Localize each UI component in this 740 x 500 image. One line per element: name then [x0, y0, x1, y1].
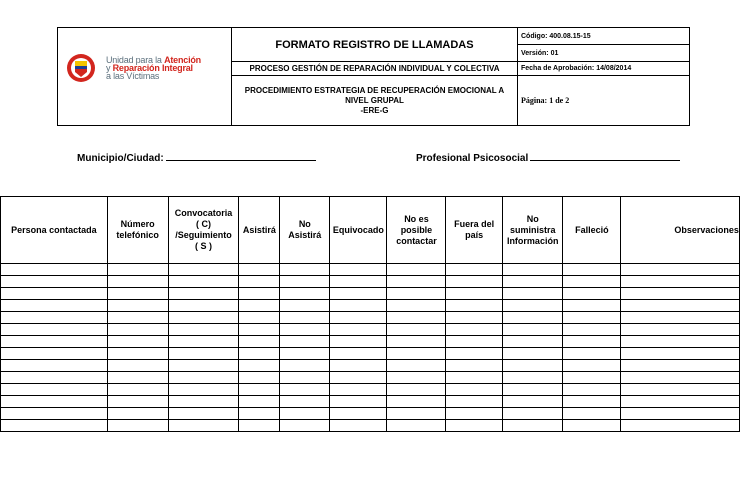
profesional-label: Profesional Psicosocial — [416, 153, 529, 164]
table-cell[interactable] — [387, 348, 446, 360]
table-cell[interactable] — [330, 264, 387, 276]
table-cell[interactable] — [107, 360, 168, 372]
table-cell[interactable] — [446, 288, 503, 300]
table-cell[interactable] — [387, 408, 446, 420]
table-row — [1, 348, 740, 360]
table-cell[interactable] — [330, 312, 387, 324]
table-cell[interactable] — [387, 336, 446, 348]
table-cell[interactable] — [387, 312, 446, 324]
table-cell[interactable] — [446, 264, 503, 276]
table-cell[interactable] — [1, 324, 108, 336]
table-cell[interactable] — [239, 396, 280, 408]
table-row — [1, 408, 740, 420]
col-convocatoria-seguimiento: Convocatoria ( C) /Seguimiento ( S ) — [168, 197, 239, 264]
table-cell[interactable] — [168, 276, 239, 288]
profesional-input-line[interactable] — [530, 151, 680, 161]
table-cell[interactable] — [387, 264, 446, 276]
table-cell[interactable] — [563, 312, 621, 324]
document-code: Código: 400.08.15-15 — [518, 28, 690, 45]
table-cell[interactable] — [280, 372, 330, 384]
table-cell[interactable] — [502, 264, 563, 276]
table-cell[interactable] — [330, 348, 387, 360]
table-cell[interactable] — [280, 276, 330, 288]
table-cell[interactable] — [280, 264, 330, 276]
table-cell[interactable] — [330, 408, 387, 420]
table-cell[interactable] — [239, 408, 280, 420]
table-cell[interactable] — [1, 348, 108, 360]
table-cell[interactable] — [168, 324, 239, 336]
page-number: Página: 1 de 2 — [518, 76, 690, 126]
table-cell[interactable] — [107, 312, 168, 324]
table-header-row — [1, 197, 740, 264]
table-cell[interactable] — [280, 408, 330, 420]
table-row — [1, 396, 740, 408]
table-row — [1, 372, 740, 384]
table-cell[interactable] — [107, 276, 168, 288]
table-cell[interactable] — [502, 288, 563, 300]
table-cell[interactable] — [621, 384, 740, 396]
table-cell[interactable] — [563, 300, 621, 312]
table-cell[interactable] — [239, 336, 280, 348]
table-cell[interactable] — [1, 384, 108, 396]
table-cell[interactable] — [280, 288, 330, 300]
table-cell[interactable] — [168, 264, 239, 276]
colombia-emblem-icon — [66, 53, 96, 83]
table-cell[interactable] — [239, 348, 280, 360]
table-cell[interactable] — [239, 288, 280, 300]
table-row — [1, 336, 740, 348]
table-cell[interactable] — [280, 336, 330, 348]
table-row — [1, 300, 740, 312]
table-cell[interactable] — [239, 324, 280, 336]
table-cell[interactable] — [239, 360, 280, 372]
table-cell[interactable] — [621, 408, 740, 420]
table-cell[interactable] — [107, 300, 168, 312]
table-cell[interactable] — [107, 408, 168, 420]
procedure-name: PROCEDIMIENTO ESTRATEGIA DE RECUPERACIÓN EMOCIONAL A NIVEL GRUPAL -ERE-G — [232, 76, 518, 126]
document-title: FORMATO REGISTRO DE LLAMADAS — [232, 28, 518, 62]
table-cell[interactable] — [239, 300, 280, 312]
table-cell[interactable] — [563, 408, 621, 420]
table-cell[interactable] — [330, 420, 387, 432]
table-cell[interactable] — [563, 360, 621, 372]
table-cell[interactable] — [621, 336, 740, 348]
table-cell[interactable] — [330, 336, 387, 348]
table-cell[interactable] — [563, 288, 621, 300]
table-cell[interactable] — [446, 312, 503, 324]
table-cell[interactable] — [502, 300, 563, 312]
table-cell[interactable] — [563, 384, 621, 396]
table-cell[interactable] — [446, 348, 503, 360]
table-row — [1, 276, 740, 288]
table-cell[interactable] — [330, 288, 387, 300]
table-row — [1, 360, 740, 372]
table-cell[interactable] — [621, 324, 740, 336]
table-cell[interactable] — [621, 312, 740, 324]
table-cell[interactable] — [107, 384, 168, 396]
table-cell[interactable] — [563, 336, 621, 348]
table-cell[interactable] — [1, 360, 108, 372]
table-cell[interactable] — [502, 360, 563, 372]
document-header — [57, 27, 690, 126]
table-cell[interactable] — [387, 300, 446, 312]
table-cell[interactable] — [1, 396, 108, 408]
table-cell[interactable] — [239, 276, 280, 288]
table-cell[interactable] — [1, 312, 108, 324]
municipio-field — [77, 151, 316, 164]
table-cell[interactable] — [446, 324, 503, 336]
table-cell[interactable] — [168, 384, 239, 396]
table-cell[interactable] — [621, 300, 740, 312]
table-cell[interactable] — [107, 336, 168, 348]
table-cell[interactable] — [446, 300, 503, 312]
table-row — [1, 264, 740, 276]
table-cell[interactable] — [502, 372, 563, 384]
table-cell[interactable] — [1, 300, 108, 312]
col-equivocado: Equivocado — [330, 197, 387, 264]
col-no-asistira: No Asistirá — [280, 197, 330, 264]
col-persona-contactada: Persona contactada — [1, 197, 108, 264]
municipio-input-line[interactable] — [166, 151, 316, 161]
table-cell[interactable] — [621, 420, 740, 432]
table-cell[interactable] — [168, 420, 239, 432]
col-observaciones: Observaciones — [621, 197, 740, 264]
table-cell[interactable] — [387, 324, 446, 336]
table-cell[interactable] — [563, 276, 621, 288]
table-cell[interactable] — [502, 336, 563, 348]
table-cell[interactable] — [168, 336, 239, 348]
table-cell[interactable] — [502, 384, 563, 396]
table-cell[interactable] — [168, 372, 239, 384]
table-cell[interactable] — [107, 264, 168, 276]
table-cell[interactable] — [621, 276, 740, 288]
table-cell[interactable] — [563, 348, 621, 360]
table-cell[interactable] — [107, 372, 168, 384]
process-name: PROCESO GESTIÓN DE REPARACIÓN INDIVIDUAL Y COLECTIVA — [232, 62, 518, 76]
table-cell[interactable] — [387, 276, 446, 288]
table-cell[interactable] — [387, 360, 446, 372]
table-cell[interactable] — [387, 384, 446, 396]
table-cell[interactable] — [502, 276, 563, 288]
table-cell[interactable] — [239, 384, 280, 396]
col-fuera-del-pais: Fuera del país — [446, 197, 503, 264]
table-cell[interactable] — [563, 420, 621, 432]
table-cell[interactable] — [502, 324, 563, 336]
table-cell[interactable] — [280, 384, 330, 396]
table-cell[interactable] — [563, 264, 621, 276]
table-cell[interactable] — [168, 360, 239, 372]
table-cell[interactable] — [107, 324, 168, 336]
table-cell[interactable] — [280, 420, 330, 432]
table-cell[interactable] — [280, 324, 330, 336]
col-numero-telefonico: Número telefónico — [107, 197, 168, 264]
table-cell[interactable] — [446, 384, 503, 396]
table-cell[interactable] — [563, 372, 621, 384]
table-cell[interactable] — [387, 288, 446, 300]
table-cell[interactable] — [446, 276, 503, 288]
table-cell[interactable] — [446, 420, 503, 432]
table-cell[interactable] — [168, 396, 239, 408]
table-cell[interactable] — [502, 348, 563, 360]
table-cell[interactable] — [1, 408, 108, 420]
table-cell[interactable] — [502, 408, 563, 420]
municipio-label: Municipio/Ciudad: — [77, 153, 164, 164]
table-row — [1, 384, 740, 396]
table-cell[interactable] — [239, 264, 280, 276]
table-cell[interactable] — [621, 264, 740, 276]
table-row — [1, 288, 740, 300]
table-cell[interactable] — [1, 336, 108, 348]
table-cell[interactable] — [330, 324, 387, 336]
approval-date: Fecha de Aprobación: 14/08/2014 — [518, 62, 690, 76]
table-cell[interactable] — [446, 408, 503, 420]
table-cell[interactable] — [280, 360, 330, 372]
table-cell[interactable] — [168, 408, 239, 420]
table-row — [1, 324, 740, 336]
table-cell[interactable] — [502, 312, 563, 324]
col-fallecio: Falleció — [563, 197, 621, 264]
table-cell[interactable] — [239, 372, 280, 384]
table-cell[interactable] — [621, 288, 740, 300]
table-cell[interactable] — [168, 348, 239, 360]
col-no-suministra-informacion: No suministra Información — [502, 197, 563, 264]
logo-cell — [58, 28, 232, 126]
table-cell[interactable] — [280, 300, 330, 312]
logo-wordmark: Unidad para la Atención y Reparación Integral a las Víctimas — [106, 55, 201, 81]
table-cell[interactable] — [280, 396, 330, 408]
table-cell[interactable] — [168, 288, 239, 300]
table-cell[interactable] — [387, 396, 446, 408]
table-cell[interactable] — [107, 348, 168, 360]
table-cell[interactable] — [387, 420, 446, 432]
table-cell[interactable] — [1, 288, 108, 300]
table-cell[interactable] — [621, 396, 740, 408]
table-cell[interactable] — [330, 360, 387, 372]
table-cell[interactable] — [1, 372, 108, 384]
table-cell[interactable] — [1, 264, 108, 276]
table-cell[interactable] — [330, 276, 387, 288]
table-cell[interactable] — [239, 420, 280, 432]
col-no-es-posible-contactar: No es posible contactar — [387, 197, 446, 264]
table-body — [1, 264, 740, 432]
table-cell[interactable] — [446, 372, 503, 384]
table-cell[interactable] — [168, 300, 239, 312]
table-cell[interactable] — [446, 336, 503, 348]
document-version: Versión: 01 — [518, 45, 690, 62]
table-cell[interactable] — [168, 312, 239, 324]
profesional-field — [416, 151, 680, 164]
call-log-table — [0, 196, 740, 432]
table-cell[interactable] — [107, 288, 168, 300]
table-cell[interactable] — [330, 300, 387, 312]
table-cell[interactable] — [502, 396, 563, 408]
unidad-victimas-logo — [66, 53, 226, 89]
table-row — [1, 420, 740, 432]
table-cell[interactable] — [387, 372, 446, 384]
table-cell[interactable] — [446, 360, 503, 372]
table-cell[interactable] — [563, 396, 621, 408]
table-cell[interactable] — [621, 372, 740, 384]
table-cell[interactable] — [502, 420, 563, 432]
table-cell[interactable] — [280, 312, 330, 324]
table-cell[interactable] — [621, 360, 740, 372]
table-cell[interactable] — [446, 396, 503, 408]
table-cell[interactable] — [621, 348, 740, 360]
table-cell[interactable] — [107, 420, 168, 432]
table-cell[interactable] — [1, 276, 108, 288]
table-cell[interactable] — [563, 324, 621, 336]
table-cell[interactable] — [1, 420, 108, 432]
table-cell[interactable] — [239, 312, 280, 324]
table-cell[interactable] — [107, 396, 168, 408]
table-cell[interactable] — [330, 372, 387, 384]
table-cell[interactable] — [330, 384, 387, 396]
table-cell[interactable] — [280, 348, 330, 360]
col-asistira: Asistirá — [239, 197, 280, 264]
table-cell[interactable] — [330, 396, 387, 408]
table-row — [1, 312, 740, 324]
